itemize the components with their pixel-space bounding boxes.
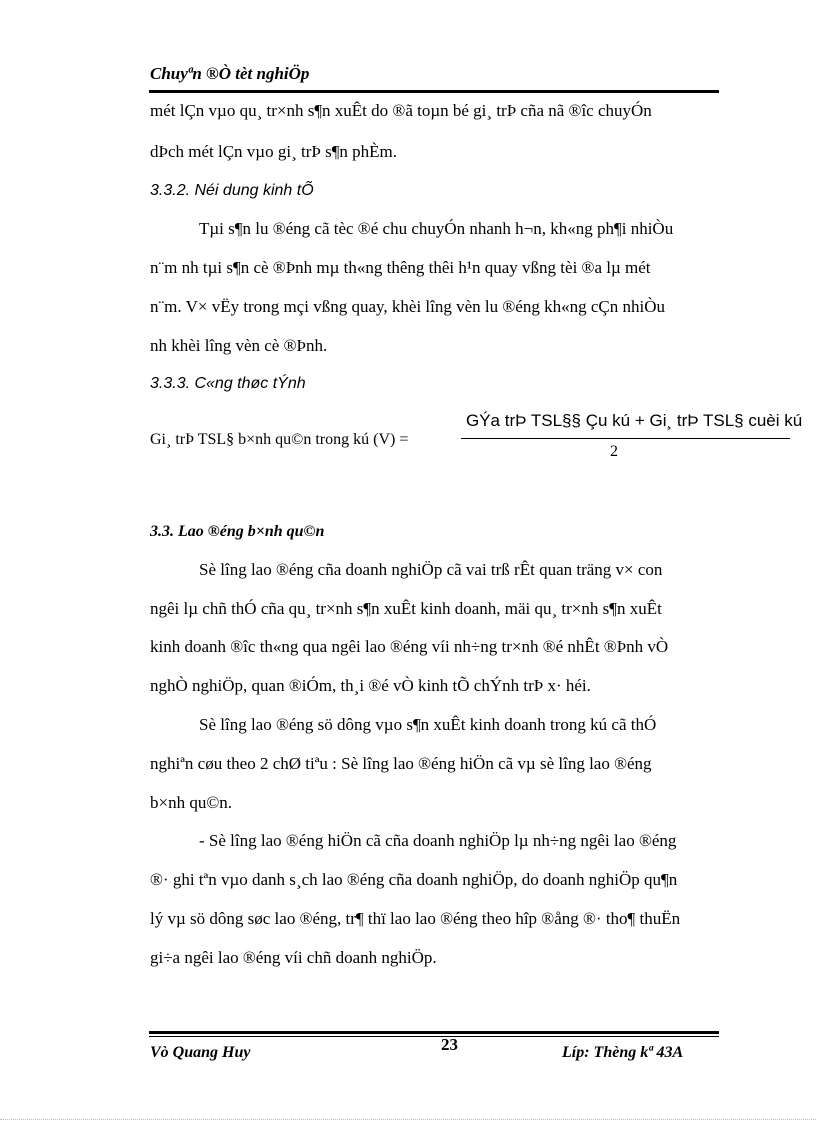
body-line: n¨m nh tµi s¶n cè ®Þnh mµ th«ng thêng thêi h¹n quay vßng tèi ®a lµ mét xyxy=(150,258,651,277)
body-line: nghÒ nghiÖp, quan ®iÓm, th¸i ®é vÒ kinh tÕ chÝnh trÞ x· héi. xyxy=(150,676,591,695)
footer-rule-thick xyxy=(149,1031,719,1034)
body-line: ngêi lµ chñ thÓ cña qu¸ tr×nh s¶n xuÊt kinh doanh, mäi qu¸ tr×nh s¶n xuÊt xyxy=(150,599,662,618)
formula-numerator: GÝa trÞ TSL§§ Çu kú + Gi¸ trÞ TSL§ cuèi kú xyxy=(466,411,803,430)
page-number: 23 xyxy=(441,1035,458,1054)
formula-label: Gi¸ trÞ TSL§ b×nh qu©n trong kú (V) = xyxy=(150,431,409,448)
body-line: Tµi s¶n lu ®éng cã tèc ®é chu chuyÓn nhanh h¬n, kh«ng ph¶i nhiÒu xyxy=(199,219,674,238)
page-edge-divider xyxy=(0,1119,816,1120)
body-line: mét lÇn vµo qu¸ tr×nh s¶n xuÊt do ®ã toµn bé gi¸ trÞ cña nã ®îc chuyÓn xyxy=(150,101,652,120)
body-line: Sè lîng lao ®éng cña doanh nghiÖp cã vai trß rÊt quan träng v× con xyxy=(199,560,663,579)
body-line: nh khèi lîng vèn cè ®Þnh. xyxy=(150,336,328,355)
footer-class: Líp: Thèng kª 43A xyxy=(562,1044,684,1061)
header-rule xyxy=(149,90,719,93)
formula-fraction-bar xyxy=(461,438,790,439)
body-line: ®· ghi tªn vµo danh s¸ch lao ®éng cña doanh nghiÖp, do doanh nghiÖp qu¶n xyxy=(150,870,678,889)
footer-rule-thin xyxy=(149,1036,719,1037)
footer-author: Vò Quang Huy xyxy=(150,1044,251,1061)
section-heading-3-3-2: 3.3.2. Néi dung kinh tÕ xyxy=(150,182,314,199)
body-line: - Sè lîng lao ®éng hiÖn cã cña doanh nghiÖp lµ nh÷ng ngêi lao ®éng xyxy=(199,831,677,850)
body-line: Sè lîng lao ®éng sö dông vµo s¶n xuÊt kinh doanh trong kú cã thÓ xyxy=(199,715,657,734)
body-line: b×nh qu©n. xyxy=(150,793,233,812)
body-line: n¨m. V× vËy trong mçi vßng quay, khèi lîng vèn lu ®éng kh«ng cÇn nhiÒu xyxy=(150,297,665,316)
body-line: nghiªn cøu theo 2 chØ tiªu : Sè lîng lao ®éng hiÖn cã vµ sè lîng lao ®éng xyxy=(150,754,652,773)
body-line: lý vµ sö dông søc lao ®éng, tr¶ thï lao lao ®éng theo hîp ®ång ®· tho¶ thuËn xyxy=(150,909,681,928)
section-heading-3-3-3: 3.3.3. C«ng thøc tÝnh xyxy=(150,375,306,392)
body-line: gi÷a ngêi lao ®éng víi chñ doanh nghiÖp. xyxy=(150,948,437,967)
section-heading-3-3: 3.3. Lao ®éng b×nh qu©n xyxy=(150,523,325,540)
body-line: kinh doanh ®îc th«ng qua ngêi lao ®éng víi nh÷ng tr×nh ®é nhÊt ®Þnh vÒ xyxy=(150,637,669,656)
document-header-title: Chuyªn ®Ò tèt nghiÖp xyxy=(150,64,310,83)
formula-denominator: 2 xyxy=(610,443,618,460)
body-line: dÞch mét lÇn vµo gi¸ trÞ s¶n phÈm. xyxy=(150,142,397,161)
